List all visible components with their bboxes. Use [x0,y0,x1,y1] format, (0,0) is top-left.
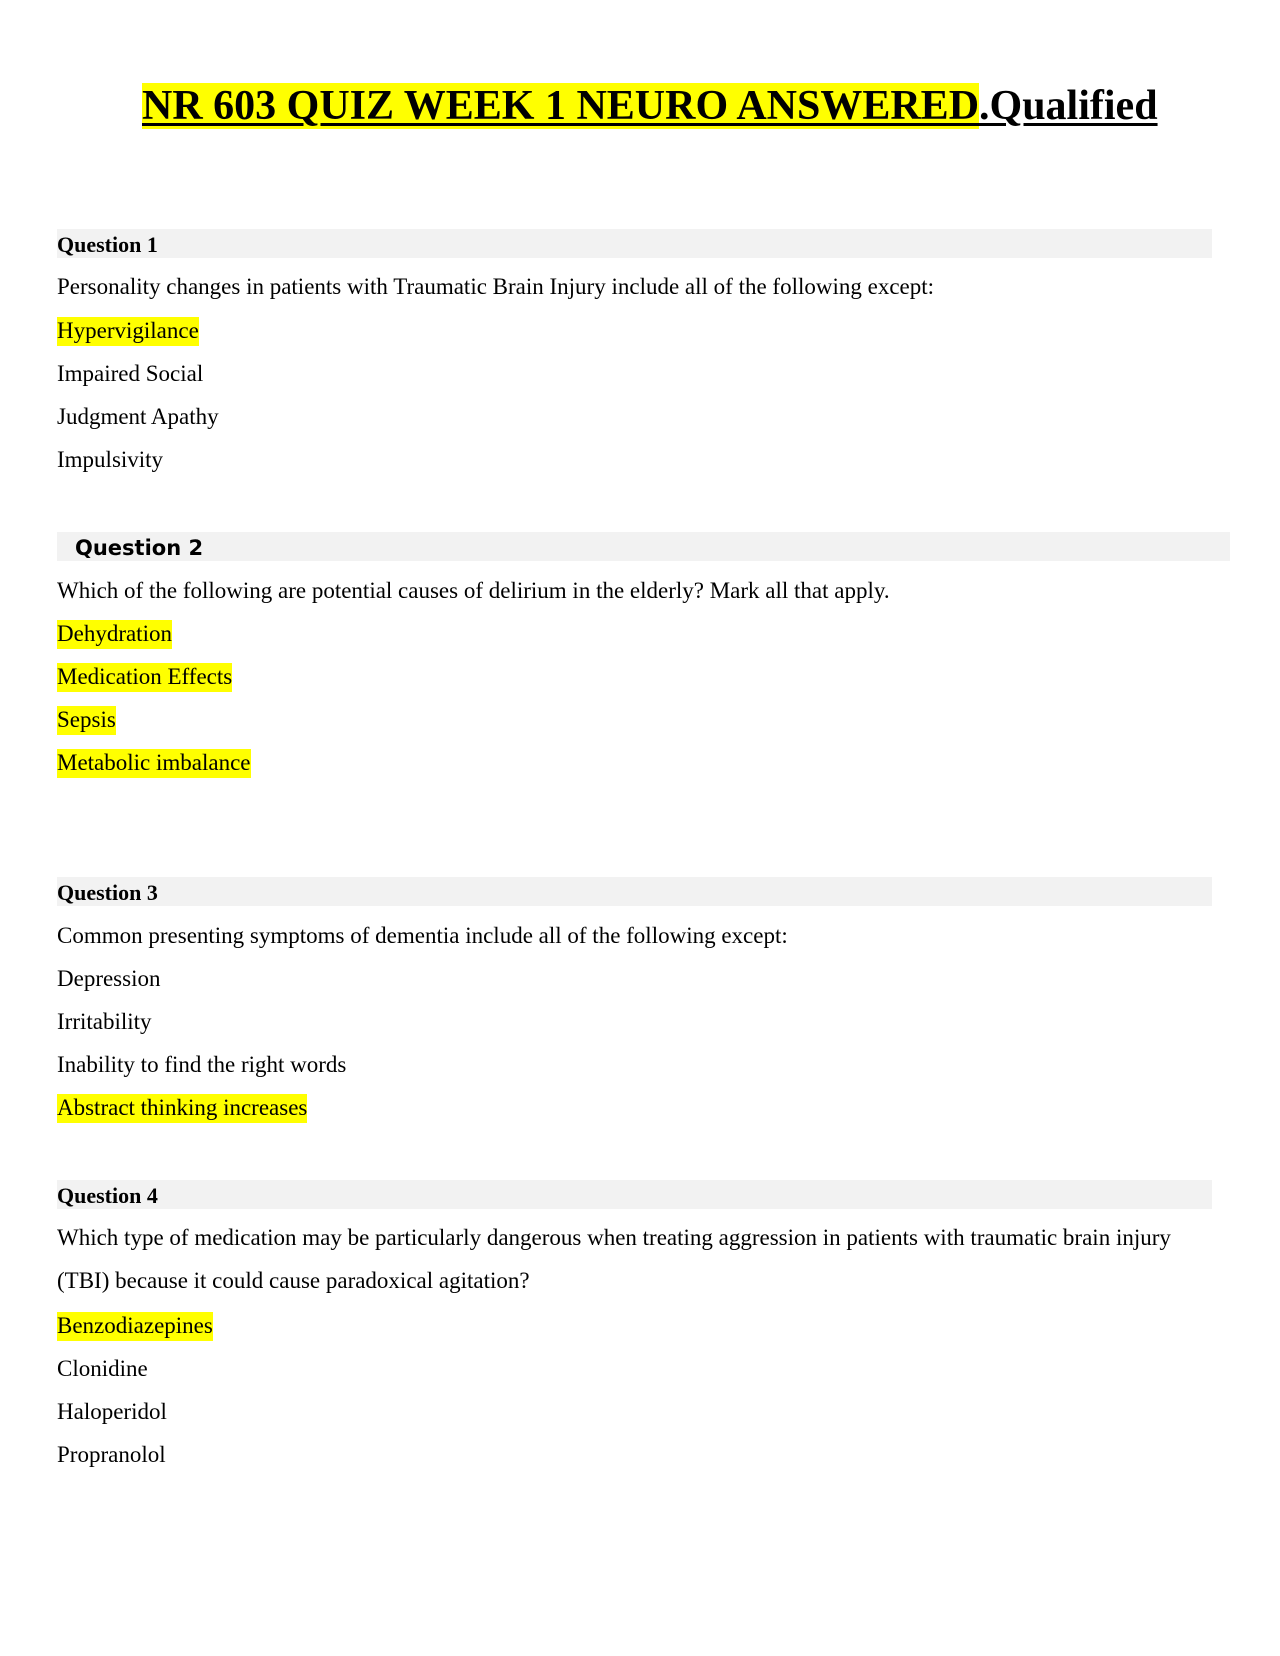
question-2-option-2 [57,663,232,691]
question-1-header: Question 1 [57,229,1212,258]
option-highlight: Dehydration [57,620,172,649]
question-1-prompt: Personality changes in patients with Traumatic Brain Injury include all of the following except: [57,274,935,299]
question-3-option-3: Inability to find the right words [57,1052,347,1077]
option-highlight: Benzodiazepines [57,1312,213,1341]
question-3-option-4 [57,1094,307,1122]
question-1-option-1 [57,317,199,345]
question-1-option-3: Judgment Apathy [57,404,219,429]
question-3-option-2: Irritability [57,1009,152,1034]
question-2-prompt: Which of the following are potential causes of delirium in the elderly? Mark all that apply. [57,578,890,603]
option-highlight: Sepsis [57,706,116,735]
document-title-suffix: .Qualified [979,83,1158,129]
question-4-option-4: Propranolol [57,1442,166,1467]
option-highlight: Hypervigilance [57,317,199,346]
option-highlight: Abstract thinking increases [57,1094,307,1123]
question-2-option-1 [57,620,172,648]
document-title [142,78,1158,134]
question-4-option-1 [57,1312,213,1340]
question-4-prompt: Which type of medication may be particularly dangerous when treating aggression in patients with traumatic brain injury (TBI) because it could cause paradoxical agitation? [57,1225,1171,1293]
question-3-prompt: Common presenting symptoms of dementia include all of the following except: [57,923,788,948]
option-highlight: Medication Effects [57,663,232,692]
question-4-option-2: Clonidine [57,1356,148,1381]
question-1-option-2: Impaired Social [57,361,204,386]
question-2-option-3 [57,706,116,734]
question-2-option-4 [57,749,251,777]
question-2-header: Question 2 [57,532,1230,561]
question-3-option-1: Depression [57,966,161,991]
question-4-header: Question 4 [57,1180,1212,1209]
document-title-highlighted: NR 603 QUIZ WEEK 1 NEURO ANSWERED [142,83,980,129]
question-1-option-4: Impulsivity [57,447,164,472]
question-4-option-3: Haloperidol [57,1399,167,1424]
question-3-header: Question 3 [57,877,1212,906]
option-highlight: Metabolic imbalance [57,749,251,778]
